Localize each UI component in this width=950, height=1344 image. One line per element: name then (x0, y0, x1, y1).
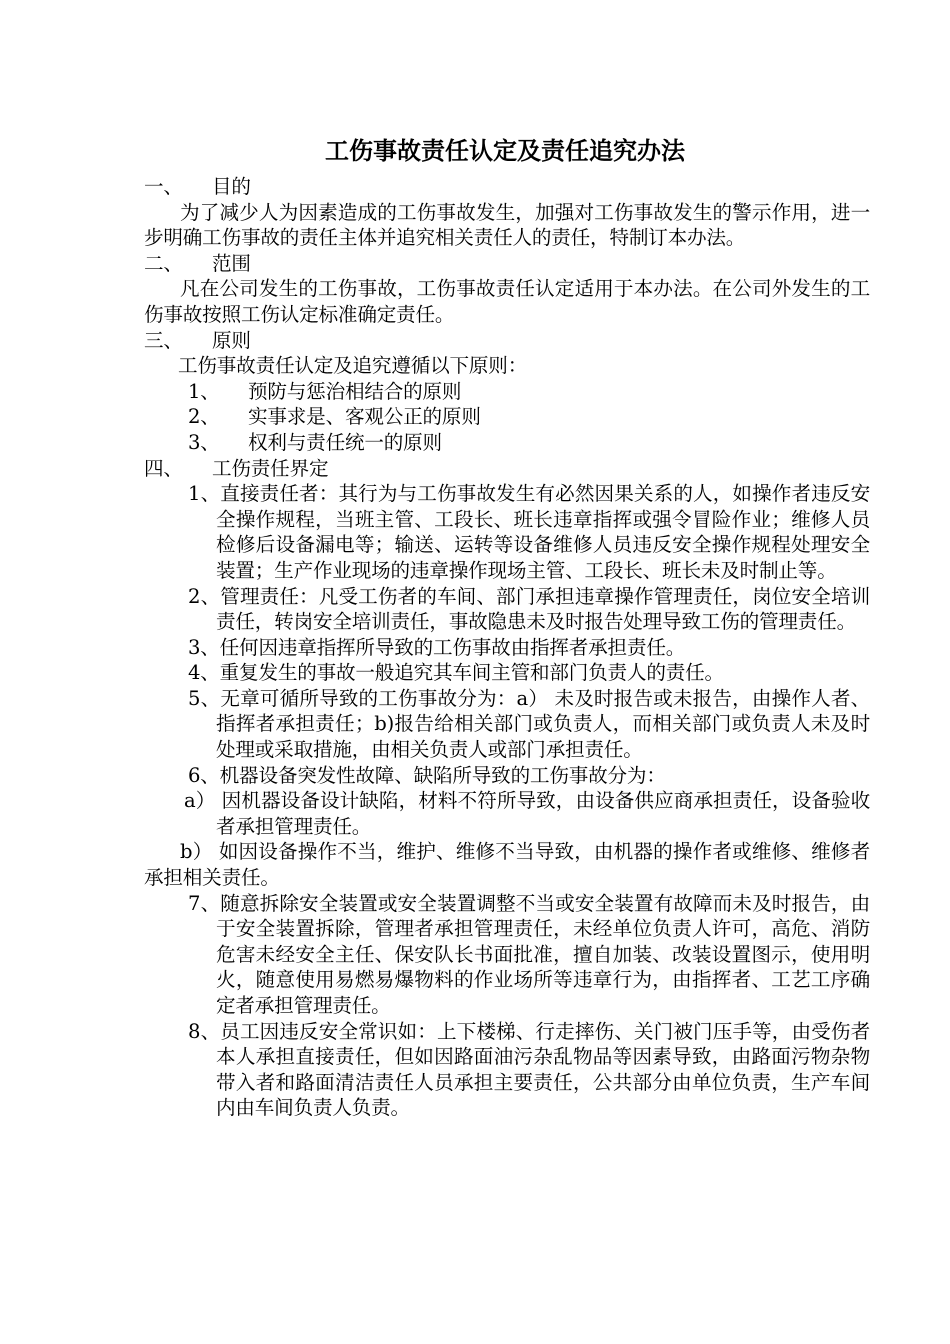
principle-item (144, 379, 870, 405)
section-2-heading (144, 251, 870, 277)
section-title: 目的 (212, 175, 251, 198)
section-number: 一、 (144, 175, 183, 198)
section-title: 工伤责任界定 (212, 456, 329, 480)
item-text: 实事求是、客观公正的原则 (248, 405, 481, 429)
principle-item (144, 430, 870, 456)
principle-item (144, 404, 870, 430)
section-number: 三、 (144, 328, 183, 352)
item-number: 2、 (188, 405, 220, 429)
section-number: 二、 (144, 251, 183, 275)
liability-item-7: 7、随意拆除安全装置或安全装置调整不当或安全装置有故障而未及时报告，由于安全装置拆除，管理者承担管理责任，未经单位负责人许可，高危、消防危害未经安全主任、保安队长书面批准，擅自加装、改装设置图示，使用明火，随意使用易燃易爆物料的作业场所等违章行为，由指挥者、工艺工序确定者承担管理责任。 (188, 891, 870, 1017)
liability-item-3: 3、任何因违章指挥所导致的工伤事故由指挥者承担责任。 (188, 635, 686, 659)
liability-item-8: 8、员工因违反安全常识如：上下楼梯、行走摔伤、关门被门压手等，由受伤者本人承担直接责任，但如因路面油污杂乱物品等因素导致，由路面污物杂物带入者和路面清洁责任人员承担主要责任，公共部分由单位负责，生产车间内由车间负责人负责。 (188, 1019, 870, 1120)
section-4-heading (144, 456, 870, 482)
liability-item-2: 2、管理责任：凡受工伤者的车间、部门承担违章操作管理责任，岗位安全培训责任，转岗安全培训责任，事故隐患未及时报告处理导致工伤的管理责任。 (188, 584, 870, 634)
liability-item-4: 4、重复发生的事故一般追究其车间主管和部门负责人的责任。 (188, 661, 724, 685)
section-3-heading (144, 328, 870, 354)
item-text: 权利与责任统一的原则 (248, 430, 442, 454)
document-title: 工伤事故责任认定及责任追究办法 (325, 136, 685, 165)
section-title: 原则 (212, 328, 251, 352)
document-body (144, 174, 870, 1121)
liability-item-1: 1、直接责任者：其行为与工伤事故发生有必然因果关系的人，如操作者违反安全操作规程，当班主管、工段长、班长违章指挥或强令冒险作业；维修人员检修后设备漏电等；输送、运转等设备维修人员违反安全操作规程处理安全装置；生产作业现场的违章操作现场主管、工段长、班长未及时制止等。 (188, 482, 870, 582)
section-2-body: 凡在公司发生的工伤事故，工伤事故责任认定适用于本办法。在公司外发生的工伤事故按照工伤认定标准确定责任。 (144, 277, 870, 326)
item-number: 3、 (188, 430, 220, 454)
item-number: 1、 (188, 379, 220, 403)
liability-item-6a: a） 因机器设备设计缺陷，材料不符所导致，由设备供应商承担责任，设备验收者承担管理责任。 (184, 789, 870, 838)
section-title: 范围 (212, 251, 251, 275)
liability-item-5: 5、无章可循所导致的工伤事故分为：a） 未及时报告或未报告，由操作人者、指挥者承担责任；b)报告给相关部门或负责人，而相关部门或负责人未及时处理或采取措施，由相关负责人或部门承担责任。 (188, 686, 870, 762)
section-1-body: 为了减少人为因素造成的工伤事故发生，加强对工伤事故发生的警示作用，进一步明确工伤事故的责任主体并追究相关责任人的责任，特制订本办法。 (144, 200, 870, 250)
section-1-heading (144, 174, 870, 200)
liability-item-6: 6、机器设备突发性故障、缺陷所导致的工伤事故分为： (188, 763, 666, 787)
item-text: 预防与惩治相结合的原则 (248, 379, 462, 403)
section-number: 四、 (144, 456, 183, 480)
section-3-intro: 工伤事故责任认定及追究遵循以下原则： (178, 354, 528, 378)
liability-item-6b: b） 如因设备操作不当，维护、维修不当导致，由机器的操作者或维修、维修者承担相关责任。 (144, 840, 870, 890)
